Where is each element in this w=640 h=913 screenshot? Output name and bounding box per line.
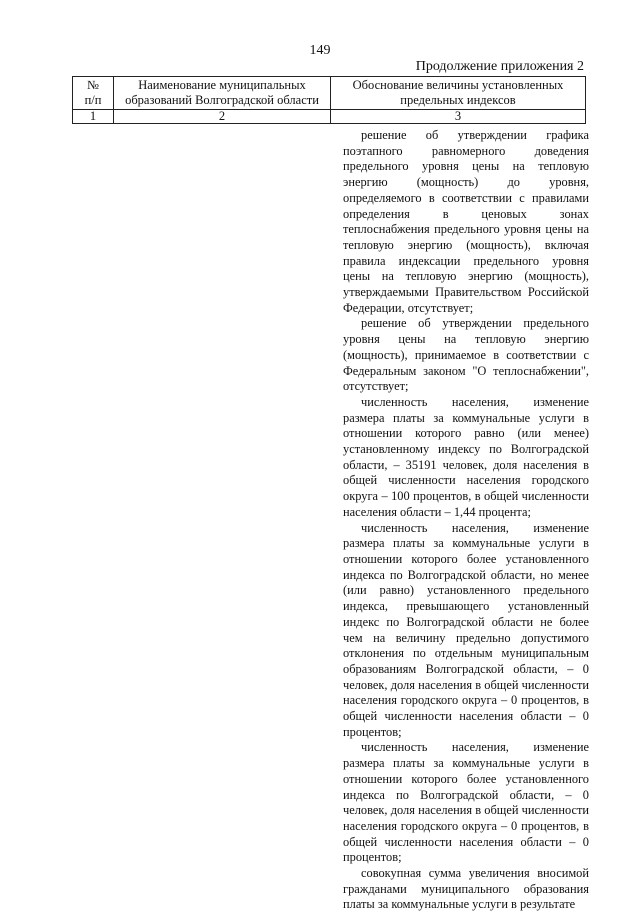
header-cell-municipality: Наименование муниципальных образований Волгоградской области: [114, 77, 331, 110]
justification-text: [343, 128, 589, 913]
paragraph: совокупная сумма увеличения вносимой гражданами муниципального образования платы за коммунальные услуги в результате: [343, 866, 589, 912]
column-number-2: 2: [114, 110, 331, 124]
paragraph: решение об утверждении предельного уровня цены на тепловую энергию (мощность), принимаемое в соответствии с Федеральным законом "О теплоснабжении", отсутствует;: [343, 316, 589, 394]
paragraph: численность населения, изменение размера платы за коммунальные услуги в отношении которого более установленного индекса по Волгоградской области, – 0 человек, доля населения в общей численности населения городского округа – 0 процентов, в общей численности населения области – 0 процентов;: [343, 740, 589, 865]
paragraph: численность населения, изменение размера платы за коммунальные услуги в отношении которого более установленного индекса по Волгоградской области, но менее (или равно) установленного предельного индекса, превышающего установленный индекс по Волгоградской области не более чем на величину предельно допустимого отклонения по отдельным муниципальным образованиям Волгоградской области, – 0 человек, доля населения в общей численности населения городского округа – 0 процентов, в общей численности населения области – 0 процентов;: [343, 520, 589, 739]
header-table: [72, 76, 586, 124]
column-number-1: 1: [73, 110, 114, 124]
page-number: 149: [309, 43, 331, 58]
column-number-3: 3: [331, 110, 586, 124]
paragraph: решение об утверждении графика поэтапного равномерного доведения предельного уровня цены на тепловую энергию (мощность) до уровня, определяемого в соответствии с правилами определения в ценовых зонах теплоснабжения предельного уровня цены на тепловую энергию (мощность), включая правила индексации предельного уровня цены на тепловую энергию (мощность), утверждаемыми Правительством Российской Федерации, отсутствует;: [343, 128, 589, 315]
continuation-label: Продолжение приложения 2: [415, 59, 584, 74]
header-cell-justification: Обоснование величины установленных предельных индексов: [331, 77, 586, 110]
header-cell-number: № п/п: [73, 77, 114, 110]
paragraph: численность населения, изменение размера платы за коммунальные услуги в отношении которого равно (или менее) установленному индексу по Волгоградской области, – 35191 человек, доля населения в общей численности населения городского округа – 100 процентов, в общей численности населения области – 1,44 процента;: [343, 394, 589, 519]
